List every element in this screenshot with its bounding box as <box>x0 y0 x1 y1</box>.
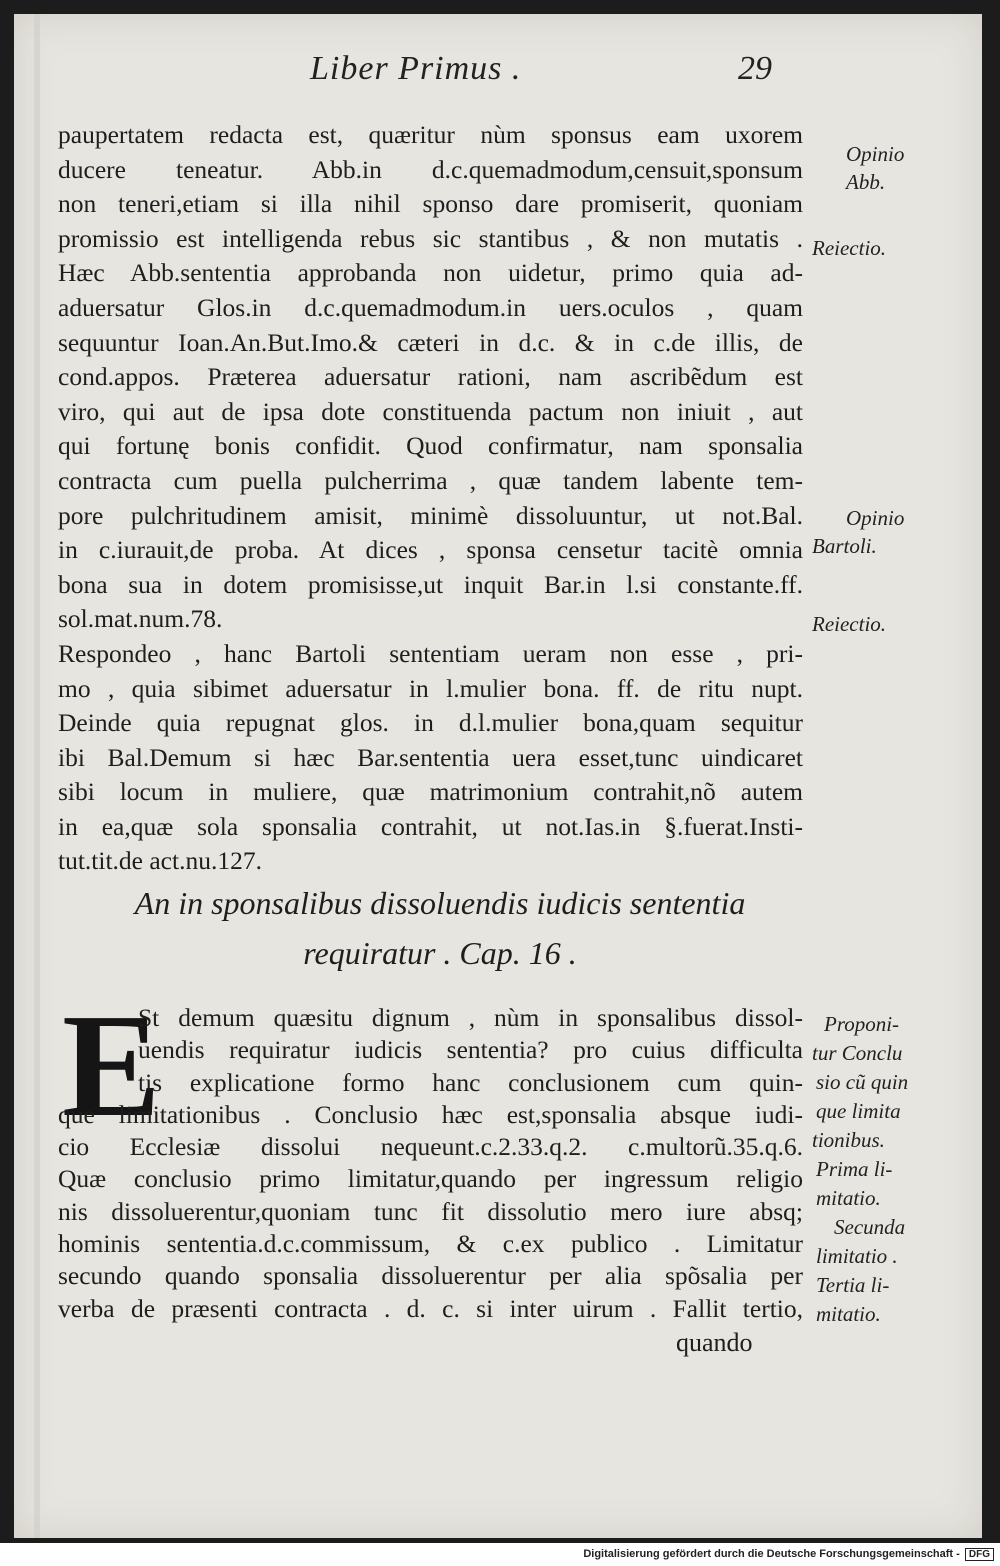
margin-note-prima-limitatio: Prima li- <box>816 1157 893 1181</box>
margin-note-secunda-limitatio: limitatio . <box>816 1244 898 1268</box>
text-line: ibi Bal.Demum si hæc Bar.sententia uera esset,tunc uindicaret <box>58 742 803 772</box>
text-line: in ea,quæ sola sponsalia contrahit, ut not.Ias.in §.fuerat.Insti- <box>58 811 803 841</box>
chapter-text <box>58 984 803 1325</box>
text-line: contracta cum puella pulcherrima , quæ tandem labente tem- <box>58 465 803 495</box>
running-title: Liber Primus . <box>310 50 522 87</box>
text-line: verba de præsenti contracta . d. c. si inter uirum . Fallit tertio, <box>58 1293 803 1323</box>
text-line: tut.tit.de act.nu.127. <box>58 846 262 876</box>
text-line: promissio est intelligenda rebus sic stantibus , & non mutatis . <box>58 223 803 253</box>
text-line: paupertatem redacta est, quæritur nùm sponsus eam uxorem <box>58 120 803 149</box>
margin-note-prima-limitatio: mitatio. <box>816 1186 881 1210</box>
text-line: Quæ conclusio primo limitatur,quando per ingressum religio <box>58 1164 803 1194</box>
chapter-heading <box>60 878 820 978</box>
margin-note-bartoli: Bartoli. <box>812 534 877 558</box>
text-line: aduersatur Glos.in d.c.quemadmodum.in uers.oculos , quam <box>58 292 803 322</box>
text-line: secundo quando sponsalia dissoluerentur per alia spõsalia per <box>58 1261 803 1291</box>
margin-note-opinio-abb: Opinio <box>846 142 905 166</box>
text-line: Hæc Abb.sententia approbanda non uidetur, primo quia ad- <box>58 258 803 288</box>
text-line: in c.iurauit,de proba. At dices , sponsa censetur tacitè omnia <box>58 535 803 565</box>
text-line: sol.mat.num.78. <box>58 604 223 634</box>
text-line: non teneri,etiam si illa nihil sponso dare promiserit, quoniam <box>58 189 803 219</box>
decorated-initial: E <box>62 984 161 1148</box>
page-number: 29 <box>738 50 772 87</box>
margin-note-proponitur: Proponi- <box>824 1012 900 1036</box>
margin-note-reiectio: Reiectio. <box>812 612 887 636</box>
text-line: ducere teneatur. Abb.in d.c.quemadmodum,censuit,sponsum <box>58 154 803 184</box>
text-line: qui fortunę bonis confidit. Quod confirmatur, nam sponsalia <box>58 431 803 461</box>
dfg-logo: DFG <box>965 1548 994 1561</box>
chapter-title-line: An in sponsalibus dissoluendis iudicis sententia <box>134 885 746 921</box>
chapter-title-line: requiratur . Cap. 16 . <box>303 935 577 971</box>
text-line: que limitationibus . Conclusio hæc est,sponsalia absque iudi- <box>58 1099 803 1129</box>
text-line: nis dissoluerentur,quoniam tunc fit dissolutio mero iure absq; <box>58 1196 803 1226</box>
text-line: pore pulchritudinem amisit, minimè dissoluuntur, ut not.Bal. <box>58 500 803 530</box>
credit-text: Digitalisierung gefördert durch die Deutsche Forschungsgemeinschaft - <box>583 1548 960 1560</box>
margin-note-opinio-bartoli: Opinio <box>846 506 905 530</box>
text-line: Respondeo , hanc Bartoli sententiam ueram non esse , pri- <box>58 638 803 668</box>
margin-note-reiectio: Reiectio. <box>812 236 887 260</box>
text-line: bona sua in dotem promisisse,ut inquit Bar.in l.si constante.ff. <box>58 569 803 599</box>
text-line: sequuntur Ioan.An.But.Imo.& cæteri in d.c. & in c.de illis, de <box>58 327 803 357</box>
text-line: mo , quia sibimet aduersatur in l.mulier bona. ff. de ritu nupt. <box>58 673 803 703</box>
margin-note-proponitur: sio cũ quin <box>816 1070 909 1094</box>
text-line: cond.appos. Præterea aduersatur rationi, nam ascribẽdum est <box>58 362 803 392</box>
page-fold-shadow <box>34 14 40 1538</box>
margin-note-proponitur: tionibus. <box>812 1128 885 1152</box>
margin-note-proponitur: que limita <box>816 1099 901 1123</box>
margin-note-proponitur: tur Conclu <box>812 1041 903 1065</box>
margin-note-secunda-limitatio: Secunda <box>834 1215 906 1239</box>
text-line: tis explicatione formo hanc conclusionem cum quin- <box>138 1067 803 1097</box>
margin-note-tertia-limitatio: Tertia li- <box>816 1273 890 1297</box>
margin-note-tertia-limitatio: mitatio. <box>816 1302 881 1326</box>
text-line: Deinde quia repugnat glos. in d.l.mulier bona,quam sequitur <box>58 708 803 738</box>
text-line: hominis sententia.d.c.commissum, & c.ex publico . Limitatur <box>58 1229 803 1259</box>
catchword: quando <box>676 1328 753 1357</box>
body-text <box>58 118 803 879</box>
text-line: viro, qui aut de ipsa dote constituenda pactum non iniuit , aut <box>58 396 803 426</box>
margin-note-abb: Abb. <box>846 170 886 194</box>
text-line: St demum quæsitu dignum , nùm in sponsalibus dissol- <box>138 1003 803 1032</box>
text-line: uendis requiratur iudicis sententia? pro cuius difficulta <box>138 1035 803 1065</box>
digitization-credit <box>583 1548 994 1561</box>
text-line: sibi locum in muliere, quæ matrimonium contrahit,nõ autem <box>58 777 803 807</box>
running-header <box>310 50 830 100</box>
text-line: cio Ecclesiæ dissolui nequeunt.c.2.33.q.2. c.multorũ.35.q.6. <box>58 1132 803 1162</box>
